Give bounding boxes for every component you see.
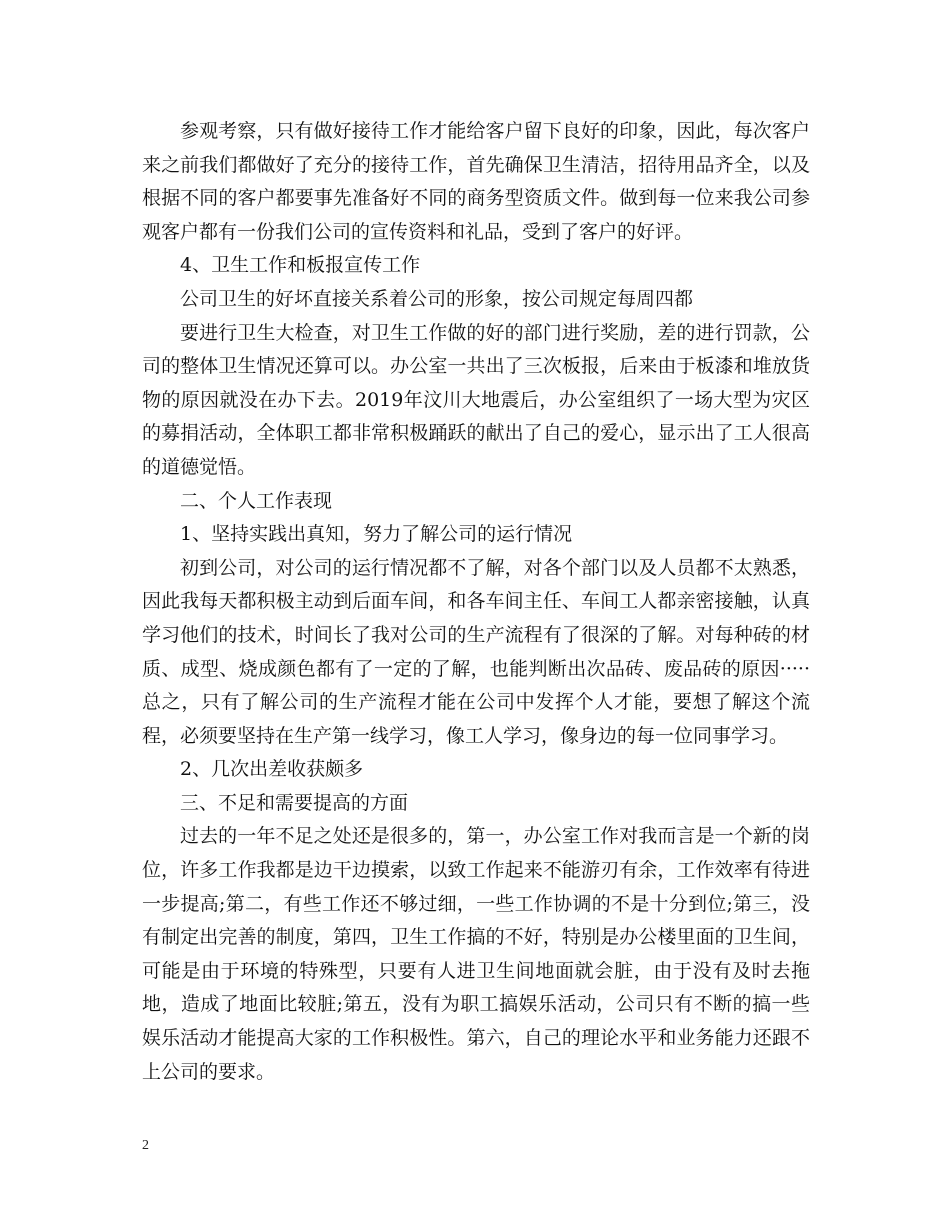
paragraph-shortcomings: 过去的一年不足之处还是很多的，第一，办公室工作对我而言是一个新的岗位，许多工作我都是边干边摸索，以致工作起来不能游刃有余，工作效率有待进一步提高;第二，有些工作还不够过细，一些工作协调的不是十分到位;第三，没有制定出完善的制度，第四，卫生工作搞的不好，特别是办公楼里面的卫生间，可能是由于环境的特殊型，只要有人进卫生间地面就会脏，由于没有及时去拖地，造成了地面比较脏;第五，没有为职工搞娱乐活动，公司只有不断的搞一些娱乐活动才能提高大家的工作积极性。第六，自己的理论水平和业务能力还跟不上公司的要求。 [142,825,810,1083]
heading-practice: 1、坚持实践出真知，努力了解公司的运行情况 [180,523,573,546]
paragraph-reception: 参观考察，只有做好接待工作才能给客户留下良好的印象，因此，每次客户来之前我们都做好了充分的接待工作，首先确保卫生清洁，招待用品齐全，以及根据不同的客户都要事先准备好不同的商务型资质文件。做到每一位来我公司参观客户都有一份我们公司的宣传资料和礼品，受到了客户的好评。 [142,120,810,243]
heading-personal-performance: 二、个人工作表现 [180,489,333,512]
heading-business-trips: 2、几次出差收获颇多 [180,758,364,781]
paragraph-hygiene-inspection: 要进行卫生大检查，对卫生工作做的好的部门进行奖励，差的进行罚款，公司的整体卫生情况还算可以。办公室一共出了三次板报，后来由于板漆和堆放货物的原因就没在办下去。2019年汶川大地震后，办公室组织了一场大型为灾区的募捐活动，全体职工都非常积极踊跃的献出了自己的爱心，显示出了工人很高的道德觉悟。 [142,321,810,478]
heading-shortcomings: 三、不足和需要提高的方面 [180,791,409,814]
page-number: 2 [142,1138,149,1153]
document-body [142,115,810,1089]
paragraph-hygiene-intro: 公司卫生的好坏直接关系着公司的形象，按公司规定每周四都 [180,287,694,310]
heading-hygiene-and-board: 4、卫生工作和板报宣传工作 [180,254,421,277]
paragraph-practice: 初到公司，对公司的运行情况都不了解，对各个部门以及人员都不太熟悉，因此我每天都积极主动到后面车间，和各车间主任、车间工人都亲密接触，认真学习他们的技术，时间长了我对公司的生产流程有了很深的了解。对每种砖的材质、成型、烧成颜色都有了一定的了解，也能判断出次品砖、废品砖的原因·····总之，只有了解公司的生产流程才能在公司中发挥个人才能，要想了解这个流程，必须要坚持在生产第一线学习，像工人学习，像身边的每一位同事学习。 [142,556,810,747]
